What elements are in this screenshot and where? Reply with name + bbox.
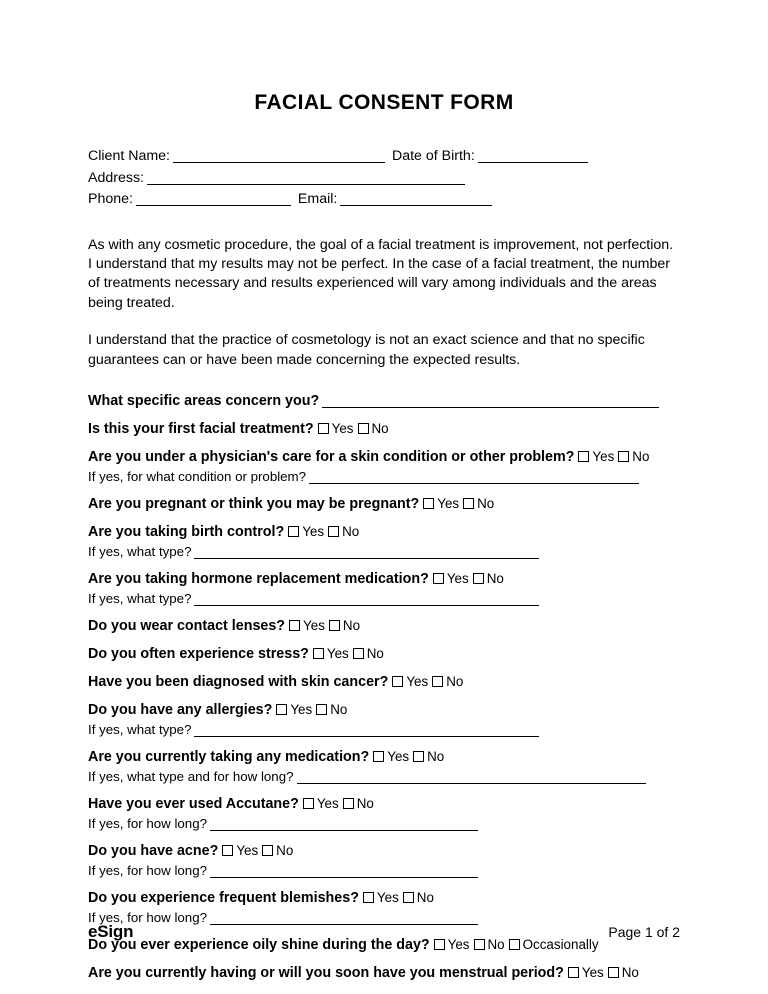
question-item [88,448,680,486]
question-text: Is this your first facial treatment? [88,420,314,437]
checkbox-label: Yes [446,570,469,586]
identity-row [88,146,680,168]
checkbox-label: No [366,645,384,661]
checkbox-label: Yes [581,964,604,980]
question-row-do-you-often-experience-stress [88,645,680,663]
checkbox-label: Occasionally [522,936,599,952]
question-row-do-you-wear-contact-lenses [88,617,680,635]
checkbox-no[interactable] [262,845,273,856]
checkbox-label: Yes [376,889,399,905]
checkbox-no[interactable] [413,751,424,762]
checkbox-label: Yes [447,936,470,952]
field-label-phone: Phone: [88,191,133,207]
checkbox-label: Yes [387,748,410,764]
question-text: Do you wear contact lenses? [88,617,286,634]
input-rule-email[interactable] [340,205,492,206]
question-text: Do you have any allergies? [88,701,273,718]
question-text: Are you taking birth control? [88,523,285,540]
checkbox-label: No [342,617,361,633]
checkbox-yes[interactable] [433,573,444,584]
question-row-do-you-experience-frequent-blemishes [88,889,680,907]
followup-row [88,862,680,880]
checkbox-label: No [276,842,294,858]
checkbox-yes[interactable] [318,423,329,434]
question-row-are-you-taking-hormone-replacement-medicatio [88,570,680,588]
esign-logo: eSign [88,922,134,941]
checkbox-no[interactable] [329,620,340,631]
checkbox-yes[interactable] [392,676,403,687]
question-item [88,673,680,691]
checkbox-yes[interactable] [289,620,300,631]
checkbox-label: Yes [437,495,460,511]
questionnaire [88,392,680,982]
checkbox-label: No [330,701,348,717]
question-text: Have you ever used Accutane? [88,795,299,812]
checkbox-label: No [416,889,434,905]
checkbox-no[interactable] [358,423,369,434]
consent-paragraph-1: As with any cosmetic procedure, the goal of a facial treatment is improvement, not perfection. I understand that my results may not be perfect. In the case of a facial treatment, the number of treatments necessary and results experienced will vary among individuals and the areas being treated. [88,236,674,311]
question-row-are-you-pregnant-or-think-you-may-be-pregnan [88,495,680,513]
input-rule-date-of-birth[interactable] [478,162,588,163]
checkbox-no[interactable] [403,892,414,903]
checkbox-no[interactable] [473,573,484,584]
question-item [88,495,680,513]
question-text: Do you ever experience oily shine during the day? [88,936,430,953]
question-item [88,392,680,410]
question-item [88,617,680,635]
question-text: Do you have acne? [88,842,219,859]
checkbox-label: No [632,448,650,464]
checkbox-label: Yes [290,701,313,717]
checkbox-yes[interactable] [363,892,374,903]
checkbox-yes[interactable] [568,967,579,978]
question-item [88,420,680,438]
identity-row [88,168,680,190]
checkbox-yes[interactable] [288,526,299,537]
checkbox-label: Yes [316,795,339,811]
followup-rule-if-yes-for-what-condition-or-problem[interactable] [309,483,639,484]
question-item [88,570,680,608]
followup-text: If yes, for how long? [88,909,207,925]
question-text: Are you currently taking any medication? [88,748,370,765]
followup-row [88,815,680,833]
checkbox-label: No [371,420,389,436]
followup-row [88,468,680,486]
input-rule-client-name[interactable] [173,162,385,163]
question-text: Are you currently having or will you soon have you menstrual period? [88,964,564,981]
question-item [88,645,680,663]
question-item [88,748,680,786]
answer-rule-what-specific-areas-concern-you[interactable] [322,407,659,408]
question-row-have-you-ever-used-accutane [88,795,680,813]
question-item [88,964,680,982]
question-row-are-you-currently-having-or-will-you-soon-ha [88,964,680,982]
checkbox-label: Yes [592,448,615,464]
question-row-what-specific-areas-concern-you [88,392,680,410]
checkbox-label: No [342,523,360,539]
field-label-date-of-birth: Date of Birth: [391,148,475,164]
page-footer [88,922,680,942]
checkbox-label: Yes [326,645,349,661]
client-identity-fields [88,146,680,211]
followup-text: If yes, what type? [88,543,192,559]
checkbox-yes[interactable] [313,648,324,659]
question-item [88,795,680,833]
input-rule-phone[interactable] [136,205,291,206]
followup-row [88,543,680,561]
identity-row [88,189,680,211]
question-text: Are you taking hormone replacement medication? [88,570,429,587]
checkbox-no[interactable] [353,648,364,659]
question-text: Have you been diagnosed with skin cancer? [88,673,389,690]
followup-row [88,721,680,739]
followup-rule-if-yes-what-type-and-for-how-long[interactable] [297,783,646,784]
followup-text: If yes, what type? [88,590,192,606]
question-text: Are you pregnant or think you may be pregnant? [88,495,420,512]
question-row-do-you-have-any-allergies [88,701,680,719]
input-rule-address[interactable] [147,184,465,185]
checkbox-label: No [446,673,464,689]
checkbox-label: No [487,936,505,952]
question-text: Do you often experience stress? [88,645,309,662]
checkbox-label: Yes [406,673,429,689]
followup-row [88,768,680,786]
checkbox-no[interactable] [328,526,339,537]
checkbox-label: Yes [302,523,325,539]
field-label-address: Address: [88,169,144,186]
checkbox-yes[interactable] [373,751,384,762]
checkbox-no[interactable] [608,967,619,978]
checkbox-label: No [486,570,504,586]
followup-row [88,590,680,608]
question-item [88,842,680,880]
checkbox-label: Yes [236,842,259,858]
checkbox-yes[interactable] [303,798,314,809]
page-number: Page 1 of 2 [608,924,680,940]
followup-text: If yes, what type? [88,721,192,737]
checkbox-label: No [427,748,445,764]
question-item [88,523,680,561]
question-row-are-you-currently-taking-any-medication [88,748,680,766]
checkbox-label: No [477,495,495,511]
checkbox-label: Yes [303,617,325,633]
checkbox-no[interactable] [618,451,629,462]
followup-text: If yes, for how long? [88,815,207,831]
checkbox-yes[interactable] [578,451,589,462]
question-row-is-this-your-first-facial-treatment [88,420,680,438]
followup-rule-if-yes-what-type[interactable] [194,558,539,559]
checkbox-yes[interactable] [276,704,287,715]
followup-rule-if-yes-what-type[interactable] [194,605,539,606]
checkbox-yes[interactable] [423,498,434,509]
question-row-do-you-have-acne [88,842,680,860]
checkbox-label: No [356,795,374,811]
field-label-client-name: Client Name: [88,148,171,164]
checkbox-yes[interactable] [222,845,233,856]
question-text: Do you experience frequent blemishes? [88,889,359,906]
followup-text: If yes, for how long? [88,862,207,878]
followup-rule-if-yes-what-type[interactable] [194,736,539,737]
followup-text: If yes, for what condition or problem? [88,468,307,484]
checkbox-no[interactable] [463,498,474,509]
question-text: What specific areas concern you? [88,392,320,409]
question-item [88,701,680,739]
followup-rule-if-yes-for-how-long[interactable] [210,877,478,878]
field-label-email: Email: [297,191,338,207]
checkbox-no[interactable] [316,704,327,715]
consent-paragraph-2: I understand that the practice of cosmetology is not an exact science and that no specific guarantees can or have been made concerning the expected results. [88,332,645,368]
question-row-are-you-under-a-physician-s-care-for-a-skin- [88,448,680,466]
followup-rule-if-yes-for-how-long[interactable] [210,830,478,831]
followup-text: If yes, what type and for how long? [88,768,294,784]
checkbox-label: Yes [331,420,354,436]
question-row-are-you-taking-birth-control [88,523,680,541]
checkbox-label: No [621,964,639,980]
checkbox-no[interactable] [432,676,443,687]
question-row-have-you-been-diagnosed-with-skin-cancer [88,673,680,691]
page-title: FACIAL CONSENT FORM [254,91,514,114]
question-text: Are you under a physician's care for a skin condition or other problem? [88,448,575,465]
checkbox-no[interactable] [343,798,354,809]
